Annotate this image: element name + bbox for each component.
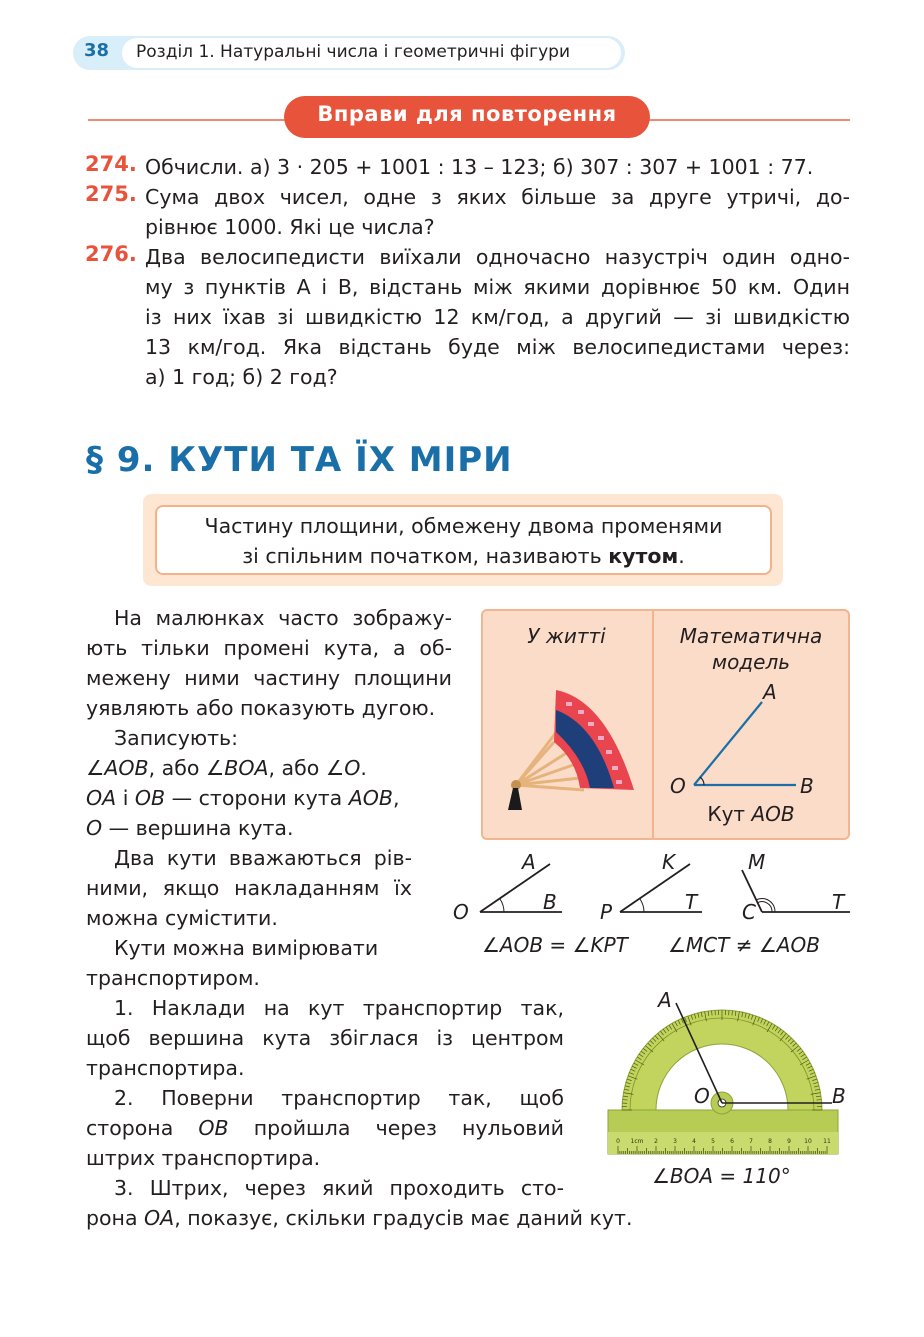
body-text: Записують: xyxy=(114,726,239,750)
ruler-label: 0 xyxy=(616,1138,620,1145)
ruler-label: 1cm xyxy=(630,1138,644,1145)
body-text: Кути можна вимірювати xyxy=(114,936,379,960)
point-label: O xyxy=(453,900,469,924)
step-text: 3. Штрих, через який проходить сто- xyxy=(114,1176,564,1200)
exercise-number: 274. xyxy=(85,152,137,176)
protractor-caption: ∠BOA = 110° xyxy=(652,1164,791,1188)
chapter-title: Розділ 1. Натуральні числа і геометричні фігури xyxy=(136,42,571,62)
exercise-text: Обчисли. а) 3 · 205 + 1001 : 13 – 123; б) 307 : 307 + 1001 : 77. xyxy=(145,155,814,179)
figure-left-title: У житті xyxy=(527,624,606,648)
point-label: O xyxy=(670,774,686,798)
angle-sides: OA і OB — сторони кута AOB, xyxy=(86,786,400,810)
body-text: межену ними частину площини xyxy=(86,666,452,690)
point-label: A xyxy=(522,850,536,874)
exercise-text: му з пунктів A і B, відстань між якими дорівнює 50 км. Один xyxy=(145,275,850,299)
ruler-label: 11 xyxy=(823,1138,831,1145)
body-text: транспортиром. xyxy=(86,966,260,990)
point-label: T xyxy=(685,890,698,914)
point-label: B xyxy=(543,890,557,914)
ruler-label: 3 xyxy=(673,1138,677,1145)
body-text: Два кути вважаються рів- xyxy=(114,846,412,870)
body-text: На малюнках часто зображу- xyxy=(114,606,452,630)
step-text: штрих транспортира. xyxy=(86,1146,321,1170)
ruler-label: 4 xyxy=(692,1138,696,1145)
fan-illustration xyxy=(496,680,641,815)
exercise-text: Два велосипедисти виїхали одночасно назустріч один одно- xyxy=(145,245,850,269)
point-label: O xyxy=(694,1084,710,1108)
ruler-label: 8 xyxy=(768,1138,772,1145)
ruler-label: 5 xyxy=(711,1138,715,1145)
point-label: B xyxy=(832,1084,846,1108)
exercise-text: рівнює 1000. Які це числа? xyxy=(145,215,435,239)
definition-line: Частину площини, обмежену двома променями xyxy=(204,514,723,538)
step-text: щоб вершина кута збіглася із центром xyxy=(86,1026,564,1050)
ruler-label: 2 xyxy=(654,1138,658,1145)
point-label: T xyxy=(832,890,845,914)
step-text: сторона OB пройшла через нульовий xyxy=(86,1116,564,1140)
body-text: ними, якщо накладанням їх xyxy=(86,876,412,900)
ruler-label: 6 xyxy=(730,1138,734,1145)
point-label: A xyxy=(763,680,777,704)
exercise-number: 276. xyxy=(85,242,137,266)
figure-right-subtitle: модель xyxy=(711,650,791,674)
figure-right-title: Математична xyxy=(679,624,823,648)
exercise-number: 275. xyxy=(85,182,137,206)
protractor-figure xyxy=(600,995,845,1160)
figure-caption: Кут AOB xyxy=(707,802,795,826)
point-label: P xyxy=(600,900,613,924)
angle-equality: ∠AOB = ∠KPT xyxy=(482,933,628,957)
page-number: 38 xyxy=(84,40,110,61)
step-text: транспортира. xyxy=(86,1056,245,1080)
body-text: ють тільки промені кута, а об- xyxy=(86,636,452,660)
angle-inequality: ∠MCT ≠ ∠AOB xyxy=(668,933,820,957)
angle-vertex: O — вершина кута. xyxy=(86,816,294,840)
ruler-label: 9 xyxy=(787,1138,791,1145)
step-text: 1. Наклади на кут транспортир так, xyxy=(114,996,564,1020)
ruler-label: 10 xyxy=(804,1138,812,1145)
point-label: C xyxy=(742,900,756,924)
review-title: Вправи для повторення xyxy=(317,102,617,126)
point-label: K xyxy=(662,850,676,874)
exercise-text: із них їхав зі швидкістю 12 км/год, а другий — зі швидкістю xyxy=(145,305,850,329)
exercise-text: а) 1 год; б) 2 год? xyxy=(145,365,338,389)
exercise-text: Сума двох чисел, одне з яких більше за друге утричі, до- xyxy=(145,185,850,209)
point-label: A xyxy=(658,988,672,1012)
point-label: M xyxy=(748,850,766,874)
body-text: уявляють або показують дугою. xyxy=(86,696,436,720)
step-text: 2. Поверни транспортир так, щоб xyxy=(114,1086,564,1110)
ruler-label: 7 xyxy=(749,1138,753,1145)
definition-line: зі спільним початком, називають кутом. xyxy=(242,544,685,568)
point-label: B xyxy=(800,774,814,798)
step-text: рона OA, показує, скільки градусів має даний кут. xyxy=(86,1206,633,1230)
term-bold: кутом xyxy=(608,544,679,568)
body-text: можна сумістити. xyxy=(86,906,278,930)
angle-notation: ∠AOB, або ∠BOA, або ∠O. xyxy=(86,756,367,780)
exercise-text: 13 км/год. Яка відстань буде між велосипедистами через: xyxy=(145,335,850,359)
section-title: § 9. КУТИ ТА ЇХ МІРИ xyxy=(86,440,513,480)
